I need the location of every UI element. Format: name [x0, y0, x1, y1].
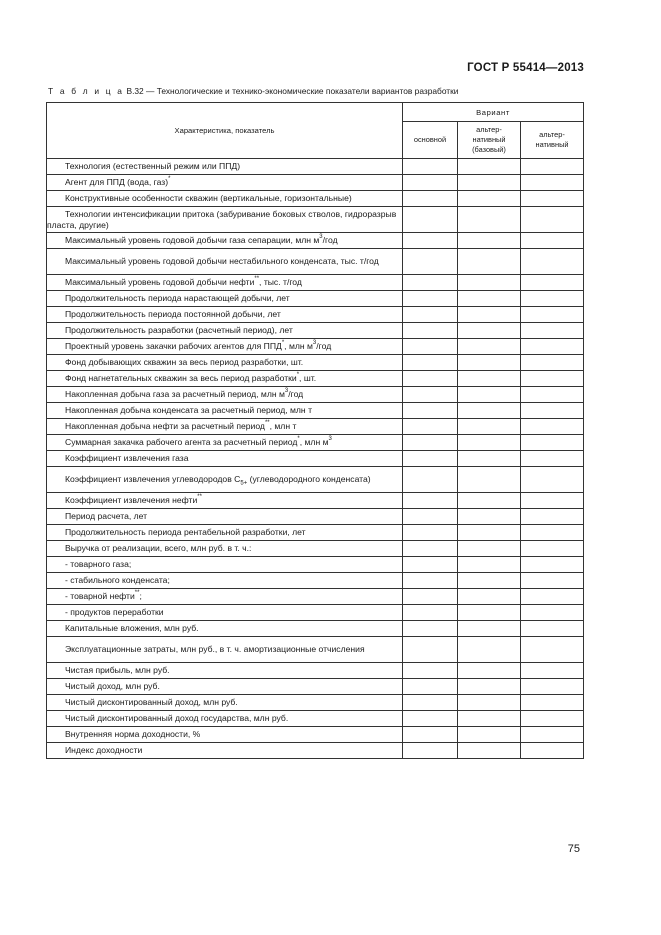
table-row — [47, 525, 584, 541]
row-label: Коэффициент извлечения нефти** — [47, 493, 403, 509]
table-row — [47, 249, 584, 275]
value-cell — [458, 451, 521, 467]
row-text: Чистая прибыль, млн руб. — [65, 665, 170, 675]
table-row — [47, 419, 584, 435]
value-cell — [403, 605, 458, 621]
row-text: Агент для ППД (вода, газ) — [65, 177, 169, 187]
row-label — [47, 557, 403, 573]
value-cell — [458, 291, 521, 307]
table-row — [47, 451, 584, 467]
value-cell — [521, 323, 584, 339]
value-cell — [458, 233, 521, 249]
value-cell — [403, 637, 458, 663]
row-text: Продолжительность периода рентабельной разработки, лет — [65, 527, 306, 537]
value-cell — [521, 275, 584, 291]
row-label — [47, 249, 403, 275]
value-cell — [458, 573, 521, 589]
row-text: Внутренняя норма доходности, % — [65, 729, 201, 739]
table-row — [47, 663, 584, 679]
value-cell — [458, 695, 521, 711]
row-text: Эксплуатационные затраты, млн руб., в т. ч. амортизационные отчисления — [65, 644, 365, 654]
table-row — [47, 589, 584, 605]
value-cell — [458, 355, 521, 371]
value-cell — [521, 339, 584, 355]
header-basic: основной — [403, 122, 458, 159]
caption-label: Т а б л и ц а — [48, 86, 125, 96]
value-cell — [521, 605, 584, 621]
row-label — [47, 509, 403, 525]
value-cell — [521, 525, 584, 541]
table-caption — [48, 86, 458, 96]
row-text: Продолжительность периода нарастающей добычи, лет — [65, 293, 290, 303]
value-cell — [521, 435, 584, 451]
page-number: 75 — [567, 843, 580, 855]
value-cell — [458, 509, 521, 525]
row-text: Накопленная добыча газа за расчетный период, млн м — [65, 389, 285, 399]
header-variant: Вариант — [403, 103, 584, 122]
value-cell — [403, 275, 458, 291]
value-cell — [403, 695, 458, 711]
row-text: Индекс доходности — [65, 745, 143, 755]
value-cell — [521, 743, 584, 759]
value-cell — [521, 493, 584, 509]
table-row — [47, 621, 584, 637]
row-label: Проектный уровень закачки рабочих агентов для ППД*, млн $м^3$/год — [47, 339, 403, 355]
value-cell — [403, 191, 458, 207]
value-cell — [458, 323, 521, 339]
value-cell — [458, 493, 521, 509]
table-row — [47, 727, 584, 743]
value-cell — [458, 419, 521, 435]
value-cell — [458, 275, 521, 291]
row-label: Агент для ППД (вода, газ)* — [47, 175, 403, 191]
row-text: - товарной нефти — [65, 591, 135, 601]
table-row — [47, 557, 584, 573]
row-label — [47, 695, 403, 711]
row-text: Технология (естественный режим или ППД) — [65, 161, 241, 171]
row-text: - стабильного конденсата; — [65, 575, 170, 585]
table-row — [47, 573, 584, 589]
value-cell — [521, 679, 584, 695]
table-row — [47, 355, 584, 371]
row-label — [47, 291, 403, 307]
value-cell — [521, 467, 584, 493]
row-label: Коэффициент извлечения углеводородов $С_{5+}$ (углеводородного конденсата) — [47, 467, 403, 493]
row-text: Коэффициент извлечения газа — [65, 453, 189, 463]
row-label — [47, 307, 403, 323]
row-text: Суммарная закачка рабочего агента за расчетный период — [65, 437, 298, 447]
value-cell — [521, 387, 584, 403]
row-label — [47, 743, 403, 759]
value-cell — [458, 557, 521, 573]
table-row — [47, 233, 584, 249]
value-cell — [521, 509, 584, 525]
row-text: Конструктивные особенности скважин (вертикальные, горизонтальные) — [65, 193, 352, 203]
row-label — [47, 679, 403, 695]
value-cell — [403, 403, 458, 419]
value-cell — [458, 207, 521, 233]
value-cell — [403, 573, 458, 589]
value-cell — [458, 589, 521, 605]
row-text: Фонд добывающих скважин за весь период разработки, шт. — [65, 357, 304, 367]
table-row — [47, 541, 584, 557]
value-cell — [458, 621, 521, 637]
value-cell — [403, 493, 458, 509]
row-label: Фонд нагнетательных скважин за весь период разработки*, шт. — [47, 371, 403, 387]
value-cell — [521, 159, 584, 175]
row-label — [47, 451, 403, 467]
row-text: Проектный уровень закачки рабочих агентов для ППД — [65, 341, 282, 351]
row-label: Максимальный уровень годовой добычи газа сепарации, млн $м^3$/год — [47, 233, 403, 249]
value-cell — [403, 291, 458, 307]
value-cell — [458, 175, 521, 191]
row-text: Максимальный уровень годовой добычи нефти — [65, 277, 255, 287]
table-row — [47, 435, 584, 451]
value-cell — [521, 621, 584, 637]
table-row — [47, 307, 584, 323]
value-cell — [403, 727, 458, 743]
row-label — [47, 605, 403, 621]
value-cell — [521, 557, 584, 573]
value-cell — [403, 307, 458, 323]
row-text: Продолжительность разработки (расчетный период), лет — [65, 325, 293, 335]
value-cell — [403, 711, 458, 727]
value-cell — [521, 307, 584, 323]
table-row — [47, 159, 584, 175]
row-text: Капитальные вложения, млн руб. — [65, 623, 199, 633]
row-text: Чистый дисконтированный доход, млн руб. — [65, 697, 238, 707]
value-cell — [521, 191, 584, 207]
value-cell — [521, 291, 584, 307]
table-row — [47, 175, 584, 191]
value-cell — [403, 355, 458, 371]
value-cell — [458, 525, 521, 541]
row-label — [47, 541, 403, 557]
value-cell — [458, 387, 521, 403]
row-label — [47, 207, 403, 233]
row-text: Максимальный уровень годовой добычи газа сепарации, млн м — [65, 235, 320, 245]
value-cell — [403, 557, 458, 573]
value-cell — [521, 451, 584, 467]
value-cell — [458, 435, 521, 451]
value-cell — [521, 637, 584, 663]
row-label — [47, 663, 403, 679]
header-alt-base: альтер- нативный (базовый) — [458, 122, 521, 159]
header-alt: альтер- нативный — [521, 122, 584, 159]
value-cell — [403, 509, 458, 525]
row-text: Накопленная добыча конденсата за расчетный период, млн т — [65, 405, 313, 415]
row-label — [47, 621, 403, 637]
row-label: Накопленная добыча нефти за расчетный период**, млн т — [47, 419, 403, 435]
value-cell — [458, 339, 521, 355]
value-cell — [521, 573, 584, 589]
table-row — [47, 711, 584, 727]
caption-number: В.32 — [126, 86, 144, 96]
value-cell — [403, 249, 458, 275]
value-cell — [458, 191, 521, 207]
row-text: - продуктов переработки — [65, 607, 164, 617]
value-cell — [403, 621, 458, 637]
table-row — [47, 637, 584, 663]
table-row — [47, 509, 584, 525]
table-row — [47, 207, 584, 233]
value-cell — [403, 467, 458, 493]
table-row — [47, 191, 584, 207]
value-cell — [521, 727, 584, 743]
table-row — [47, 493, 584, 509]
row-text: Накопленная добыча нефти за расчетный период — [65, 421, 265, 431]
table-row — [47, 371, 584, 387]
value-cell — [458, 637, 521, 663]
value-cell — [521, 175, 584, 191]
value-cell — [403, 743, 458, 759]
table-row — [47, 403, 584, 419]
value-cell — [458, 711, 521, 727]
row-label — [47, 403, 403, 419]
value-cell — [403, 323, 458, 339]
row-label — [47, 727, 403, 743]
row-text: Коэффициент извлечения нефти — [65, 495, 198, 505]
value-cell — [521, 233, 584, 249]
value-cell — [521, 541, 584, 557]
row-text: Максимальный уровень годовой добычи нестабильного конденсата, тыс. т/год — [65, 256, 379, 266]
indicators-table — [46, 102, 584, 759]
value-cell — [403, 525, 458, 541]
value-cell — [521, 419, 584, 435]
table-row — [47, 467, 584, 493]
value-cell — [403, 451, 458, 467]
value-cell — [521, 589, 584, 605]
value-cell — [521, 249, 584, 275]
row-text: - товарного газа; — [65, 559, 132, 569]
row-label — [47, 159, 403, 175]
table-row — [47, 605, 584, 621]
row-text: Технологии интенсификации притока (забуривание боковых стволов, гидроразрыв пласта, другие) — [47, 208, 397, 230]
value-cell — [403, 175, 458, 191]
value-cell — [403, 371, 458, 387]
caption-text: — Технологические и технико-экономические показатели вариантов разработки — [143, 86, 459, 96]
row-text: Продолжительность периода постоянной добычи, лет — [65, 309, 281, 319]
value-cell — [403, 159, 458, 175]
row-label — [47, 525, 403, 541]
row-text: Фонд нагнетательных скважин за весь период разработки — [65, 373, 297, 383]
row-label: Максимальный уровень годовой добычи нефти**, тыс. т/год — [47, 275, 403, 291]
row-label: - товарной нефти**; — [47, 589, 403, 605]
row-text: Чистый дисконтированный доход государства, млн руб. — [65, 713, 289, 723]
table-row — [47, 291, 584, 307]
value-cell — [403, 387, 458, 403]
row-text: Выручка от реализации, всего, млн руб. в т. ч.: — [65, 543, 252, 553]
row-label — [47, 191, 403, 207]
value-cell — [458, 371, 521, 387]
value-cell — [458, 159, 521, 175]
value-cell — [521, 663, 584, 679]
value-cell — [403, 339, 458, 355]
value-cell — [403, 435, 458, 451]
row-text: Чистый доход, млн руб. — [65, 681, 160, 691]
value-cell — [403, 679, 458, 695]
value-cell — [458, 679, 521, 695]
table-row — [47, 275, 584, 291]
value-cell — [458, 727, 521, 743]
value-cell — [521, 403, 584, 419]
value-cell — [521, 371, 584, 387]
value-cell — [521, 207, 584, 233]
value-cell — [521, 355, 584, 371]
value-cell — [458, 743, 521, 759]
standard-header: ГОСТ Р 55414—2013 — [467, 62, 584, 74]
header-characteristic: Характеристика, показатель — [47, 103, 403, 159]
table-row — [47, 339, 584, 355]
value-cell — [521, 711, 584, 727]
value-cell — [458, 249, 521, 275]
row-label — [47, 355, 403, 371]
row-label — [47, 637, 403, 663]
value-cell — [403, 663, 458, 679]
table-row — [47, 323, 584, 339]
value-cell — [403, 207, 458, 233]
row-label — [47, 573, 403, 589]
value-cell — [458, 541, 521, 557]
value-cell — [458, 403, 521, 419]
value-cell — [458, 307, 521, 323]
value-cell — [458, 605, 521, 621]
value-cell — [403, 541, 458, 557]
value-cell — [403, 233, 458, 249]
value-cell — [521, 695, 584, 711]
value-cell — [458, 467, 521, 493]
table-row — [47, 743, 584, 759]
table-row — [47, 679, 584, 695]
table-row — [47, 695, 584, 711]
value-cell — [403, 419, 458, 435]
row-label — [47, 323, 403, 339]
row-text: Период расчета, лет — [65, 511, 148, 521]
row-label — [47, 711, 403, 727]
row-label: Накопленная добыча газа за расчетный период, млн $м^3$/год — [47, 387, 403, 403]
value-cell — [458, 663, 521, 679]
table-row — [47, 387, 584, 403]
value-cell — [403, 589, 458, 605]
row-text: Коэффициент извлечения углеводородов С — [65, 474, 241, 484]
row-label: Суммарная закачка рабочего агента за расчетный период*, млн $м^3$ — [47, 435, 403, 451]
